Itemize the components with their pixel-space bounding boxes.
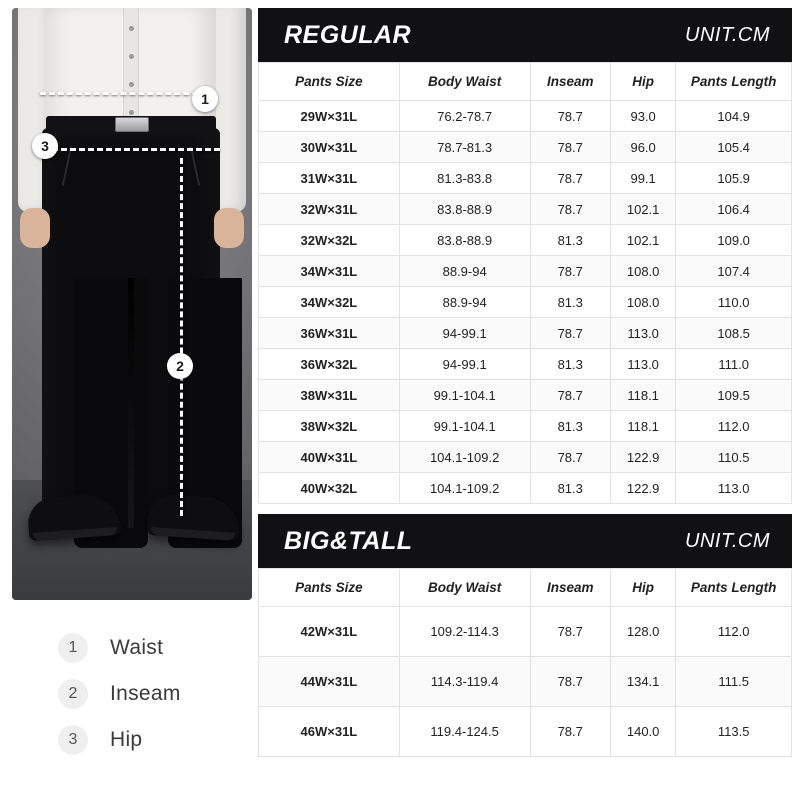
cell-size: 40W×32L xyxy=(259,473,400,504)
cell-inseam: 81.3 xyxy=(530,411,610,442)
table-row xyxy=(259,707,792,757)
cell-waist: 119.4-124.5 xyxy=(399,707,530,757)
bigtall-table-unit: UNIT.CM xyxy=(685,529,770,552)
pants-pocket-right xyxy=(190,146,200,186)
shirt-button xyxy=(129,110,134,115)
table-row xyxy=(259,473,792,504)
table-header-row xyxy=(259,569,792,607)
cell-length: 109.0 xyxy=(676,225,792,256)
cell-hip: 118.1 xyxy=(610,380,675,411)
col-body-waist: Body Waist xyxy=(399,569,530,607)
legend xyxy=(58,625,248,763)
size-tables-panel xyxy=(258,0,800,800)
cell-length: 108.5 xyxy=(676,318,792,349)
cell-hip: 122.9 xyxy=(610,442,675,473)
cell-waist: 94-99.1 xyxy=(399,318,530,349)
cell-inseam: 78.7 xyxy=(530,657,610,707)
bigtall-table-header xyxy=(258,514,792,568)
table-row xyxy=(259,194,792,225)
cell-length: 112.0 xyxy=(676,411,792,442)
cell-size: 42W×31L xyxy=(259,607,400,657)
cell-waist: 104.1-109.2 xyxy=(399,442,530,473)
illustration-panel xyxy=(0,0,258,800)
cell-inseam: 78.7 xyxy=(530,380,610,411)
cell-hip: 113.0 xyxy=(610,318,675,349)
cell-waist: 94-99.1 xyxy=(399,349,530,380)
cell-size: 29W×31L xyxy=(259,101,400,132)
belt-buckle-icon xyxy=(115,117,149,132)
bigtall-table-title: BIG&TALL xyxy=(284,526,413,555)
cell-hip: 96.0 xyxy=(610,132,675,163)
cell-hip: 128.0 xyxy=(610,607,675,657)
shirt-button xyxy=(129,26,134,31)
col-pants-size: Pants Size xyxy=(259,63,400,101)
cell-length: 107.4 xyxy=(676,256,792,287)
table-block-regular xyxy=(258,8,792,504)
product-photo xyxy=(12,8,252,600)
cell-inseam: 78.7 xyxy=(530,132,610,163)
cell-length: 113.0 xyxy=(676,473,792,504)
table-row xyxy=(259,411,792,442)
cell-length: 110.5 xyxy=(676,442,792,473)
cell-waist: 83.8-88.9 xyxy=(399,225,530,256)
cell-length: 109.5 xyxy=(676,380,792,411)
cell-inseam: 78.7 xyxy=(530,256,610,287)
cell-length: 105.9 xyxy=(676,163,792,194)
cell-size: 38W×31L xyxy=(259,380,400,411)
cell-inseam: 81.3 xyxy=(530,349,610,380)
shirt-button xyxy=(129,54,134,59)
cell-waist: 88.9-94 xyxy=(399,256,530,287)
cell-inseam: 78.7 xyxy=(530,194,610,225)
cell-length: 110.0 xyxy=(676,287,792,318)
cell-inseam: 81.3 xyxy=(530,287,610,318)
cell-hip: 118.1 xyxy=(610,411,675,442)
table-row xyxy=(259,225,792,256)
regular-size-table xyxy=(258,62,792,504)
col-hip: Hip xyxy=(610,63,675,101)
legend-badge-1: 1 xyxy=(58,633,88,663)
cell-length: 104.9 xyxy=(676,101,792,132)
regular-table-unit: UNIT.CM xyxy=(685,23,770,46)
cell-waist: 78.7-81.3 xyxy=(399,132,530,163)
cell-waist: 104.1-109.2 xyxy=(399,473,530,504)
col-hip: Hip xyxy=(610,569,675,607)
cell-length: 106.4 xyxy=(676,194,792,225)
legend-item-inseam xyxy=(58,671,248,717)
table-row xyxy=(259,380,792,411)
cell-inseam: 78.7 xyxy=(530,163,610,194)
cell-length: 111.0 xyxy=(676,349,792,380)
legend-item-hip xyxy=(58,717,248,763)
legend-label-waist: Waist xyxy=(110,636,164,659)
cell-waist: 99.1-104.1 xyxy=(399,380,530,411)
cell-hip: 102.1 xyxy=(610,225,675,256)
cell-size: 44W×31L xyxy=(259,657,400,707)
legend-badge-3: 3 xyxy=(58,725,88,755)
cell-size: 34W×31L xyxy=(259,256,400,287)
cell-hip: 140.0 xyxy=(610,707,675,757)
table-row xyxy=(259,256,792,287)
model-right-hand xyxy=(214,208,244,248)
cell-length: 113.5 xyxy=(676,707,792,757)
cell-size: 36W×32L xyxy=(259,349,400,380)
cell-size: 32W×32L xyxy=(259,225,400,256)
marker-hip: 3 xyxy=(32,133,58,159)
cell-length: 112.0 xyxy=(676,607,792,657)
cell-hip: 113.0 xyxy=(610,349,675,380)
marker-inseam: 2 xyxy=(167,353,193,379)
cell-inseam: 81.3 xyxy=(530,473,610,504)
table-block-bigtall xyxy=(258,514,792,757)
model-pants xyxy=(42,128,220,528)
cell-inseam: 78.7 xyxy=(530,707,610,757)
cell-size: 31W×31L xyxy=(259,163,400,194)
cell-waist: 109.2-114.3 xyxy=(399,607,530,657)
pants-pocket-left xyxy=(62,146,72,186)
cell-hip: 102.1 xyxy=(610,194,675,225)
legend-label-inseam: Inseam xyxy=(110,682,181,705)
cell-hip: 122.9 xyxy=(610,473,675,504)
col-inseam: Inseam xyxy=(530,569,610,607)
cell-waist: 114.3-119.4 xyxy=(399,657,530,707)
col-inseam: Inseam xyxy=(530,63,610,101)
legend-item-waist xyxy=(58,625,248,671)
table-row xyxy=(259,287,792,318)
legend-label-hip: Hip xyxy=(110,728,143,751)
cell-length: 111.5 xyxy=(676,657,792,707)
table-row xyxy=(259,318,792,349)
cell-waist: 88.9-94 xyxy=(399,287,530,318)
shirt-button xyxy=(129,82,134,87)
cell-inseam: 81.3 xyxy=(530,225,610,256)
model-shirt xyxy=(46,8,216,130)
cell-inseam: 78.7 xyxy=(530,318,610,349)
col-pants-length: Pants Length xyxy=(676,63,792,101)
col-pants-length: Pants Length xyxy=(676,569,792,607)
cell-hip: 99.1 xyxy=(610,163,675,194)
regular-table-title: REGULAR xyxy=(284,20,412,49)
cell-size: 34W×32L xyxy=(259,287,400,318)
table-row xyxy=(259,349,792,380)
cell-inseam: 78.7 xyxy=(530,607,610,657)
model-left-hand xyxy=(20,208,50,248)
cell-hip: 108.0 xyxy=(610,256,675,287)
bigtall-size-table xyxy=(258,568,792,757)
col-pants-size: Pants Size xyxy=(259,569,400,607)
cell-size: 46W×31L xyxy=(259,707,400,757)
table-row xyxy=(259,607,792,657)
cell-size: 32W×31L xyxy=(259,194,400,225)
cell-waist: 99.1-104.1 xyxy=(399,411,530,442)
cell-length: 105.4 xyxy=(676,132,792,163)
cell-size: 30W×31L xyxy=(259,132,400,163)
table-row xyxy=(259,101,792,132)
cell-hip: 108.0 xyxy=(610,287,675,318)
cell-size: 36W×31L xyxy=(259,318,400,349)
inseam-measure-line xyxy=(180,158,183,516)
waist-measure-line xyxy=(40,92,216,95)
cell-inseam: 78.7 xyxy=(530,101,610,132)
cell-waist: 81.3-83.8 xyxy=(399,163,530,194)
cell-size: 40W×31L xyxy=(259,442,400,473)
cell-waist: 76.2-78.7 xyxy=(399,101,530,132)
cell-hip: 93.0 xyxy=(610,101,675,132)
hip-measure-line xyxy=(34,148,220,151)
cell-hip: 134.1 xyxy=(610,657,675,707)
table-header-row xyxy=(259,63,792,101)
table-row xyxy=(259,442,792,473)
regular-table-header xyxy=(258,8,792,62)
cell-waist: 83.8-88.9 xyxy=(399,194,530,225)
marker-waist: 1 xyxy=(192,86,218,112)
cell-size: 38W×32L xyxy=(259,411,400,442)
legend-badge-2: 2 xyxy=(58,679,88,709)
cell-inseam: 78.7 xyxy=(530,442,610,473)
table-row xyxy=(259,657,792,707)
col-body-waist: Body Waist xyxy=(399,63,530,101)
table-row xyxy=(259,132,792,163)
table-row xyxy=(259,163,792,194)
